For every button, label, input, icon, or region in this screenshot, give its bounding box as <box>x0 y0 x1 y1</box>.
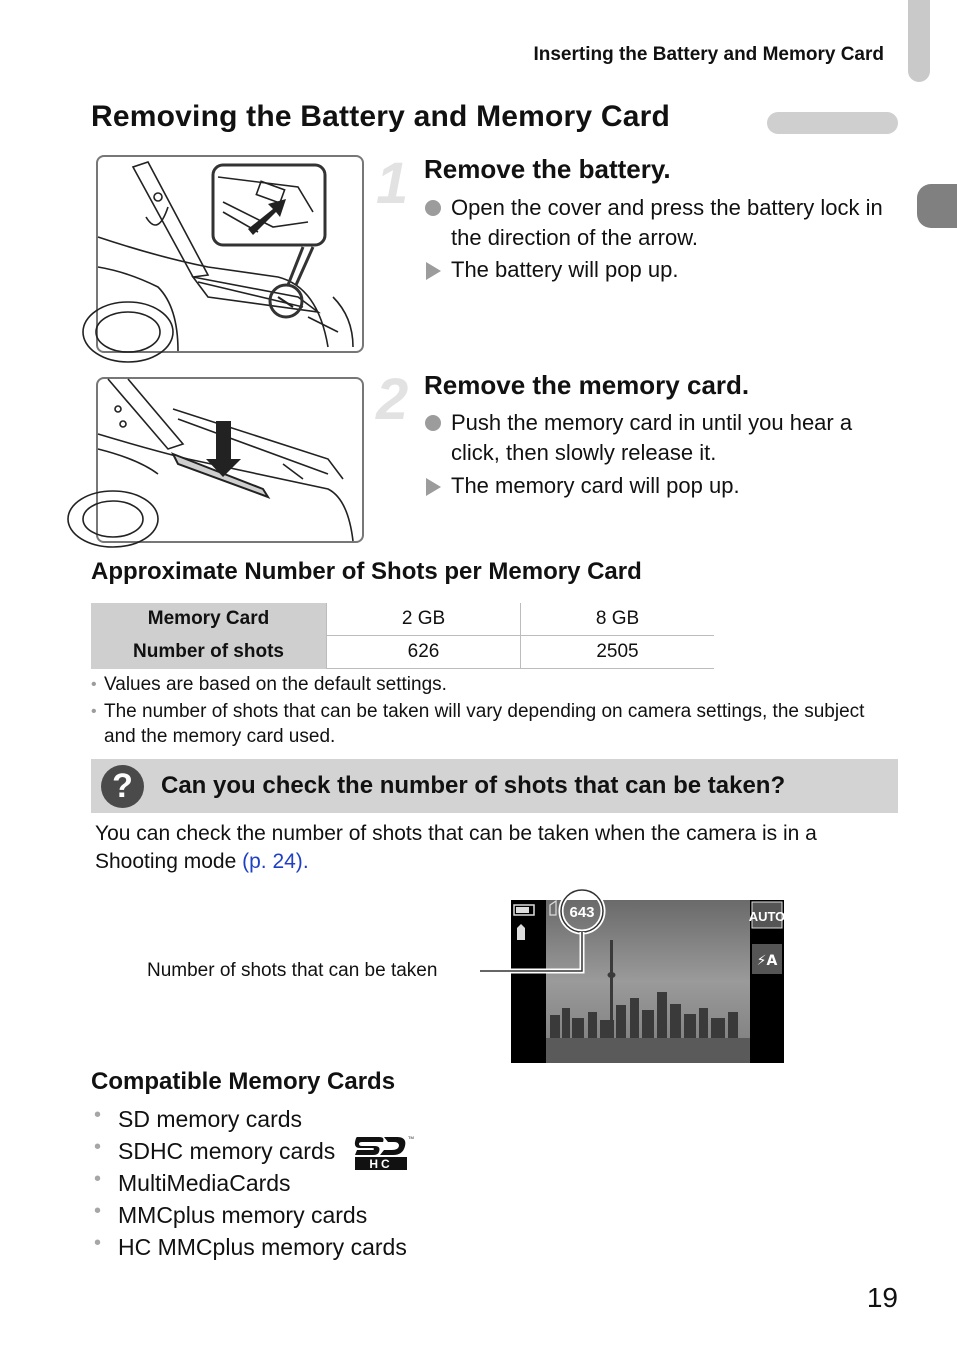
step-1-title: Remove the battery. <box>424 154 671 184</box>
note-bullet-icon: • <box>91 676 97 693</box>
table-cell: 8 GB <box>521 603 715 636</box>
note-item: • The number of shots that can be taken will vary depending on camera settings, the subject and the memory card used. <box>91 701 865 747</box>
compatible-title: Compatible Memory Cards <box>91 1068 396 1095</box>
page-reference-link[interactable]: (p. 24) <box>242 850 303 873</box>
bullet-circle-icon <box>425 415 441 431</box>
section-title: Removing the Battery and Memory Card <box>91 100 670 133</box>
list-item: • SD memory cards <box>94 1104 303 1132</box>
section-title-bar <box>767 112 898 134</box>
camera-card-drawing <box>98 379 362 541</box>
table-row <box>91 603 714 636</box>
table-cell: 626 <box>327 636 521 669</box>
list-bullet-icon: • <box>94 1200 102 1222</box>
row-header: Memory Card <box>91 603 327 636</box>
sdhc-logo-icon <box>353 1133 413 1171</box>
result-arrow-icon <box>426 262 441 280</box>
list-item: • MMCplus memory cards <box>94 1200 368 1228</box>
list-item: • HC MMCplus memory cards <box>94 1232 407 1260</box>
page-tab-top <box>908 0 930 82</box>
step-1-result: The battery will pop up. <box>451 255 901 285</box>
list-bullet-icon: • <box>94 1232 102 1254</box>
result-arrow-icon <box>426 478 441 496</box>
step-2-title: Remove the memory card. <box>424 370 750 400</box>
shots-table <box>91 603 714 669</box>
question-title: Can you check the number of shots that can be taken? <box>161 772 786 799</box>
list-bullet-icon: • <box>94 1104 102 1126</box>
memory-card-removal-illustration <box>96 377 364 543</box>
shots-section-title: Approximate Number of Shots per Memory Card <box>91 558 642 585</box>
callout-label: Number of shots that can be taken <box>147 960 438 981</box>
step-2-result: The memory card will pop up. <box>451 471 901 501</box>
step-1-instruction: Open the cover and press the battery lock in the direction of the arrow. <box>451 193 901 253</box>
page-number: 19 <box>866 1282 898 1313</box>
shots-remaining-display: 643 <box>569 904 595 921</box>
table-row <box>91 636 714 669</box>
camera-battery-drawing <box>98 157 362 351</box>
running-header: Inserting the Battery and Memory Card <box>533 44 884 65</box>
bullet-circle-icon <box>425 200 441 216</box>
note-bullet-icon: • <box>91 703 97 720</box>
table-cell: 2 GB <box>327 603 521 636</box>
step-2-number: 2 <box>376 367 409 432</box>
battery-removal-illustration <box>96 155 364 353</box>
list-bullet-icon: • <box>94 1136 102 1158</box>
note-item: • Values are based on the default settings. <box>91 674 447 695</box>
question-body: You can check the number of shots that can be taken when the camera is in a Shooting mode (p. 24). <box>95 822 817 873</box>
auto-mode-icon: AUTO <box>748 909 786 924</box>
camera-lcd-screen <box>470 880 790 1065</box>
svg-text:TM: TM <box>408 1135 414 1140</box>
question-icon: ? <box>101 765 144 808</box>
list-item: • SDHC memory cards <box>94 1136 336 1164</box>
flash-auto-icon: ⚡A <box>756 953 778 969</box>
step-2-instruction: Push the memory card in until you hear a click, then slowly release it. <box>451 408 901 468</box>
table-cell: 2505 <box>521 636 715 669</box>
chapter-tab <box>917 184 957 228</box>
row-header: Number of shots <box>91 636 327 669</box>
svg-text:HC: HC <box>369 1157 393 1171</box>
list-bullet-icon: • <box>94 1168 102 1190</box>
list-item: • MultiMediaCards <box>94 1168 291 1196</box>
step-1-number: 1 <box>376 151 409 216</box>
